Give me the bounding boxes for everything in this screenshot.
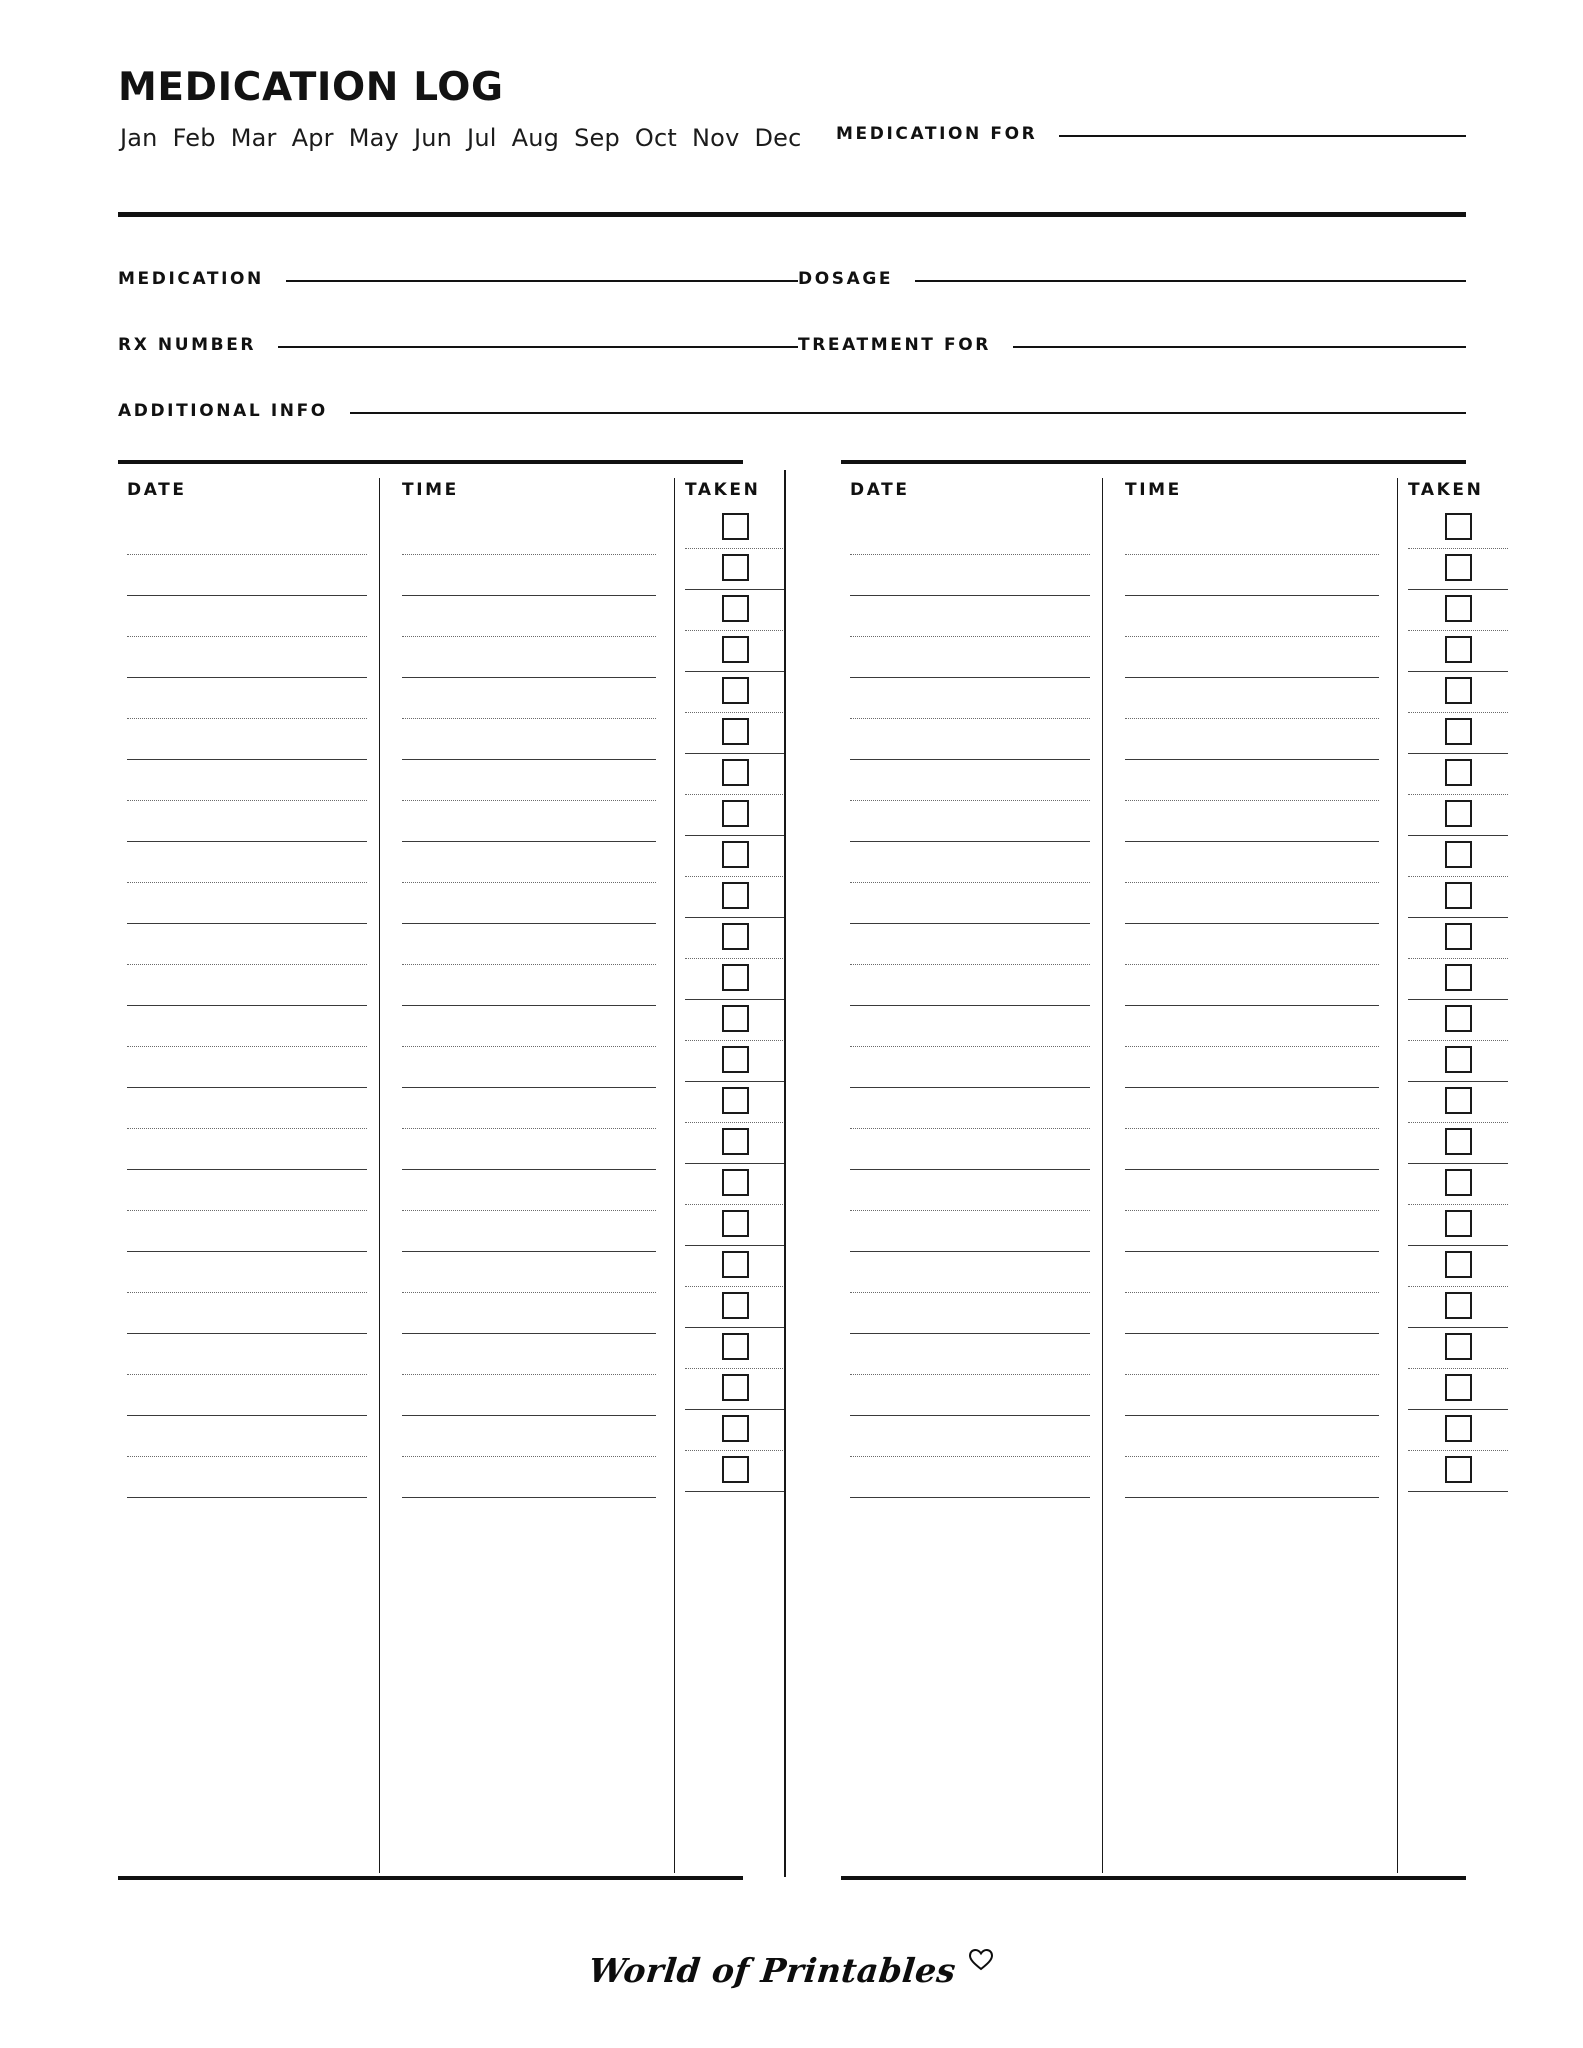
heart-icon — [968, 1948, 994, 1977]
table-row[interactable] — [118, 924, 376, 965]
table-row[interactable] — [841, 1252, 1099, 1293]
column-taken — [1405, 460, 1511, 1880]
taken-checkbox[interactable] — [1445, 759, 1472, 786]
medication-write-line[interactable] — [286, 280, 798, 282]
log-table-right — [841, 460, 1484, 1880]
taken-row[interactable] — [1405, 672, 1511, 713]
taken-checkbox[interactable] — [722, 718, 749, 745]
taken-row[interactable] — [682, 1205, 788, 1246]
month-feb[interactable]: Feb — [172, 124, 216, 152]
table-row[interactable] — [393, 1416, 665, 1457]
taken-row[interactable] — [682, 1410, 788, 1451]
table-row[interactable] — [1116, 760, 1388, 801]
table-row[interactable] — [841, 678, 1099, 719]
taken-checkbox-list[interactable] — [1405, 508, 1511, 1492]
taken-checkbox[interactable] — [722, 1374, 749, 1401]
table-row[interactable] — [1116, 514, 1388, 555]
taken-checkbox[interactable] — [722, 1333, 749, 1360]
table-row[interactable] — [118, 965, 376, 1006]
table-row[interactable] — [841, 1129, 1099, 1170]
taken-checkbox[interactable] — [1445, 1128, 1472, 1155]
rx-number-field[interactable] — [118, 334, 798, 355]
taken-row[interactable] — [1405, 1451, 1511, 1492]
taken-row[interactable] — [1405, 754, 1511, 795]
row-write-line — [850, 1497, 1090, 1498]
row-write-line — [127, 1497, 367, 1498]
table-row[interactable] — [393, 842, 665, 883]
table-row[interactable] — [1116, 1457, 1388, 1498]
taken-row[interactable] — [1405, 1164, 1511, 1205]
taken-row[interactable] — [1405, 508, 1511, 549]
taken-checkbox[interactable] — [1445, 1046, 1472, 1073]
table-row[interactable] — [1116, 1416, 1388, 1457]
table-row[interactable] — [118, 1252, 376, 1293]
column-header-time: TIME — [402, 480, 459, 500]
taken-row[interactable] — [1405, 1205, 1511, 1246]
taken-row[interactable] — [682, 754, 788, 795]
taken-row[interactable] — [682, 1328, 788, 1369]
page-title: MEDICATION LOG — [118, 65, 504, 110]
taken-row[interactable] — [682, 713, 788, 754]
table-row[interactable] — [841, 924, 1099, 965]
taken-checkbox[interactable] — [722, 1128, 749, 1155]
table-row[interactable] — [118, 801, 376, 842]
taken-row[interactable] — [1405, 1000, 1511, 1041]
month-mar[interactable]: Mar — [230, 124, 277, 152]
table-row[interactable] — [1116, 1006, 1388, 1047]
additional-info-field[interactable] — [118, 400, 1466, 421]
taken-checkbox[interactable] — [1445, 1415, 1472, 1442]
table-row[interactable] — [118, 637, 376, 678]
table-row[interactable] — [393, 637, 665, 678]
taken-row[interactable] — [1405, 1328, 1511, 1369]
table-row[interactable] — [393, 1006, 665, 1047]
column-time — [393, 460, 665, 1880]
table-row[interactable] — [1116, 678, 1388, 719]
table-row[interactable] — [841, 1211, 1099, 1252]
month-sep[interactable]: Sep — [574, 124, 620, 152]
table-row[interactable] — [393, 760, 665, 801]
month-nov[interactable]: Nov — [692, 124, 740, 152]
table-row[interactable] — [393, 1293, 665, 1334]
page-footer — [0, 1948, 1583, 1990]
page-header — [118, 65, 1466, 188]
taken-checkbox[interactable] — [722, 964, 749, 991]
table-row[interactable] — [841, 555, 1099, 596]
table-row[interactable] — [1116, 924, 1388, 965]
table-row[interactable] — [841, 965, 1099, 1006]
date-entry-lines[interactable] — [841, 514, 1099, 1498]
taken-row[interactable] — [1405, 1041, 1511, 1082]
medication-for-label: MEDICATION FOR — [836, 124, 1038, 144]
medication-details-form — [118, 258, 1466, 456]
column-header-taken: TAKEN — [1408, 480, 1484, 500]
taken-checkbox[interactable] — [1445, 1456, 1472, 1483]
medication-label: MEDICATION — [118, 268, 264, 289]
taken-checkbox[interactable] — [722, 841, 749, 868]
medication-field[interactable] — [118, 268, 798, 289]
taken-row[interactable] — [682, 1041, 788, 1082]
date-entry-lines[interactable] — [118, 514, 376, 1498]
taken-checkbox[interactable] — [722, 1415, 749, 1442]
additional-info-write-line[interactable] — [350, 412, 1466, 414]
taken-checkbox[interactable] — [1445, 1005, 1472, 1032]
table-row[interactable] — [841, 760, 1099, 801]
taken-row[interactable] — [1405, 1410, 1511, 1451]
taken-row[interactable] — [1405, 1287, 1511, 1328]
taken-row[interactable] — [682, 1451, 788, 1492]
column-date — [118, 460, 376, 1880]
column-separator-time-taken — [1397, 478, 1398, 1873]
table-row[interactable] — [1116, 842, 1388, 883]
column-header-date: DATE — [127, 480, 187, 500]
taken-row[interactable] — [682, 795, 788, 836]
taken-row[interactable] — [1405, 1246, 1511, 1287]
column-separator-date-time — [1102, 478, 1103, 1873]
taken-row[interactable] — [682, 590, 788, 631]
table-row[interactable] — [841, 1416, 1099, 1457]
table-row[interactable] — [118, 760, 376, 801]
treatment-for-label: TREATMENT FOR — [798, 334, 991, 355]
table-row[interactable] — [118, 1170, 376, 1211]
month-jan[interactable]: Jan — [120, 124, 158, 152]
dosage-write-line[interactable] — [915, 280, 1466, 282]
taken-row[interactable] — [682, 877, 788, 918]
table-row[interactable] — [393, 924, 665, 965]
taken-checkbox[interactable] — [722, 554, 749, 581]
table-row[interactable] — [118, 514, 376, 555]
table-row[interactable] — [841, 1375, 1099, 1416]
taken-checkbox[interactable] — [1445, 718, 1472, 745]
taken-row[interactable] — [1405, 918, 1511, 959]
table-row[interactable] — [118, 1293, 376, 1334]
table-row[interactable] — [393, 678, 665, 719]
table-row[interactable] — [841, 596, 1099, 637]
table-row[interactable] — [841, 842, 1099, 883]
table-row[interactable] — [841, 1006, 1099, 1047]
column-separator-time-taken — [674, 478, 675, 1873]
table-row[interactable] — [1116, 1047, 1388, 1088]
table-row[interactable] — [393, 555, 665, 596]
table-row[interactable] — [393, 514, 665, 555]
log-tables — [118, 460, 1484, 1880]
taken-checkbox[interactable] — [1445, 1251, 1472, 1278]
table-row[interactable] — [393, 1334, 665, 1375]
taken-checkbox[interactable] — [1445, 923, 1472, 950]
taken-checkbox[interactable] — [722, 882, 749, 909]
table-row[interactable] — [393, 1252, 665, 1293]
table-row[interactable] — [118, 1088, 376, 1129]
table-row[interactable] — [841, 1088, 1099, 1129]
taken-row[interactable] — [1405, 1123, 1511, 1164]
table-row[interactable] — [841, 883, 1099, 924]
taken-checkbox[interactable] — [722, 1087, 749, 1114]
column-date — [841, 460, 1099, 1880]
month-dec[interactable]: Dec — [754, 124, 802, 152]
table-row[interactable] — [118, 1211, 376, 1252]
row-write-line — [685, 1491, 785, 1492]
treatment-for-write-line[interactable] — [1013, 346, 1466, 348]
column-taken — [682, 460, 788, 1880]
column-header-time: TIME — [1125, 480, 1182, 500]
table-row[interactable] — [393, 801, 665, 842]
brand-wordmark: World of Printables — [586, 1951, 958, 1990]
table-row[interactable] — [1116, 555, 1388, 596]
form-row-rx-treatment — [118, 324, 1466, 366]
month-jun[interactable]: Jun — [413, 124, 453, 152]
taken-checkbox[interactable] — [722, 800, 749, 827]
taken-row[interactable] — [1405, 590, 1511, 631]
taken-row[interactable] — [682, 1287, 788, 1328]
taken-row[interactable] — [1405, 1082, 1511, 1123]
table-row[interactable] — [118, 1457, 376, 1498]
medication-for-write-line[interactable] — [1059, 135, 1466, 137]
taken-checkbox[interactable] — [722, 1169, 749, 1196]
taken-row[interactable] — [682, 1369, 788, 1410]
time-entry-lines[interactable] — [393, 514, 665, 1498]
table-row[interactable] — [118, 1334, 376, 1375]
taken-checkbox-list[interactable] — [682, 508, 788, 1492]
taken-row[interactable] — [1405, 877, 1511, 918]
taken-checkbox[interactable] — [1445, 964, 1472, 991]
taken-row[interactable] — [682, 1246, 788, 1287]
taken-checkbox[interactable] — [1445, 1374, 1472, 1401]
taken-row[interactable] — [1405, 836, 1511, 877]
taken-checkbox[interactable] — [722, 1005, 749, 1032]
rx-number-write-line[interactable] — [278, 346, 798, 348]
table-row[interactable] — [1116, 801, 1388, 842]
row-write-line — [1125, 1497, 1379, 1498]
table-row[interactable] — [1116, 1211, 1388, 1252]
table-row[interactable] — [118, 555, 376, 596]
taken-checkbox[interactable] — [1445, 1087, 1472, 1114]
table-row[interactable] — [841, 637, 1099, 678]
table-row[interactable] — [1116, 1252, 1388, 1293]
taken-row[interactable] — [1405, 549, 1511, 590]
treatment-for-field[interactable] — [798, 334, 1466, 355]
table-row[interactable] — [841, 1293, 1099, 1334]
taken-row[interactable] — [682, 1164, 788, 1205]
taken-checkbox[interactable] — [1445, 800, 1472, 827]
taken-row[interactable] — [682, 549, 788, 590]
taken-checkbox[interactable] — [722, 1046, 749, 1073]
table-row[interactable] — [393, 883, 665, 924]
table-row[interactable] — [1116, 637, 1388, 678]
taken-checkbox[interactable] — [722, 636, 749, 663]
table-row[interactable] — [393, 1047, 665, 1088]
table-row[interactable] — [1116, 1088, 1388, 1129]
taken-checkbox[interactable] — [1445, 595, 1472, 622]
table-row[interactable] — [393, 1170, 665, 1211]
table-row[interactable] — [1116, 965, 1388, 1006]
time-entry-lines[interactable] — [1116, 514, 1388, 1498]
taken-checkbox[interactable] — [722, 1210, 749, 1237]
taken-row[interactable] — [682, 1082, 788, 1123]
table-row[interactable] — [393, 965, 665, 1006]
table-row[interactable] — [841, 1334, 1099, 1375]
table-row[interactable] — [1116, 1334, 1388, 1375]
medication-for-field[interactable] — [836, 126, 1466, 143]
row-write-line — [1408, 1491, 1508, 1492]
dosage-label: DOSAGE — [798, 268, 894, 289]
table-row[interactable] — [118, 596, 376, 637]
taken-checkbox[interactable] — [1445, 554, 1472, 581]
taken-checkbox[interactable] — [1445, 513, 1472, 540]
taken-row[interactable] — [682, 959, 788, 1000]
table-row[interactable] — [1116, 719, 1388, 760]
header-divider — [118, 212, 1466, 217]
taken-row[interactable] — [682, 836, 788, 877]
taken-row[interactable] — [1405, 713, 1511, 754]
table-row[interactable] — [1116, 1170, 1388, 1211]
month-may[interactable]: May — [348, 124, 399, 152]
table-row[interactable] — [118, 719, 376, 760]
table-row[interactable] — [1116, 1293, 1388, 1334]
table-row[interactable] — [393, 1129, 665, 1170]
month-aug[interactable]: Aug — [511, 124, 560, 152]
taken-checkbox[interactable] — [1445, 841, 1472, 868]
table-row[interactable] — [841, 1047, 1099, 1088]
table-row[interactable] — [118, 842, 376, 883]
table-row[interactable] — [393, 719, 665, 760]
taken-row[interactable] — [682, 918, 788, 959]
taken-checkbox[interactable] — [1445, 636, 1472, 663]
table-row[interactable] — [1116, 883, 1388, 924]
form-row-additional-info — [118, 390, 1466, 432]
column-separator-date-time — [379, 478, 380, 1873]
taken-checkbox[interactable] — [722, 595, 749, 622]
taken-row[interactable] — [1405, 795, 1511, 836]
rx-number-label: RX NUMBER — [118, 334, 257, 355]
taken-row[interactable] — [1405, 1369, 1511, 1410]
table-row[interactable] — [841, 801, 1099, 842]
table-row[interactable] — [393, 1457, 665, 1498]
table-row[interactable] — [393, 1211, 665, 1252]
taken-checkbox[interactable] — [722, 1456, 749, 1483]
table-row[interactable] — [1116, 1129, 1388, 1170]
column-header-taken: TAKEN — [685, 480, 761, 500]
taken-checkbox[interactable] — [722, 677, 749, 704]
table-row[interactable] — [1116, 596, 1388, 637]
table-row[interactable] — [841, 1457, 1099, 1498]
table-row[interactable] — [118, 1416, 376, 1457]
taken-checkbox[interactable] — [1445, 1333, 1472, 1360]
taken-checkbox[interactable] — [1445, 1169, 1472, 1196]
taken-row[interactable] — [682, 672, 788, 713]
taken-row[interactable] — [1405, 959, 1511, 1000]
taken-checkbox[interactable] — [1445, 1292, 1472, 1319]
table-row[interactable] — [393, 1375, 665, 1416]
table-row[interactable] — [841, 719, 1099, 760]
column-time — [1116, 460, 1388, 1880]
table-row[interactable] — [393, 1088, 665, 1129]
log-table-left — [118, 460, 761, 1880]
table-row[interactable] — [1116, 1375, 1388, 1416]
taken-checkbox[interactable] — [722, 923, 749, 950]
table-row[interactable] — [118, 678, 376, 719]
taken-checkbox[interactable] — [722, 1251, 749, 1278]
taken-row[interactable] — [1405, 631, 1511, 672]
table-row[interactable] — [118, 1047, 376, 1088]
taken-checkbox[interactable] — [722, 759, 749, 786]
month-selector[interactable] — [120, 126, 802, 150]
table-row[interactable] — [841, 514, 1099, 555]
table-row[interactable] — [118, 883, 376, 924]
taken-row[interactable] — [682, 1000, 788, 1041]
taken-row[interactable] — [682, 508, 788, 549]
table-row[interactable] — [393, 596, 665, 637]
table-row[interactable] — [118, 1375, 376, 1416]
taken-checkbox[interactable] — [722, 513, 749, 540]
taken-row[interactable] — [682, 631, 788, 672]
table-row[interactable] — [118, 1006, 376, 1047]
dosage-field[interactable] — [798, 268, 1466, 289]
taken-row[interactable] — [682, 1123, 788, 1164]
tables-center-divider — [784, 470, 786, 1877]
additional-info-label: ADDITIONAL INFO — [118, 400, 328, 421]
table-row[interactable] — [841, 1170, 1099, 1211]
month-jul[interactable]: Jul — [467, 124, 497, 152]
taken-checkbox[interactable] — [1445, 677, 1472, 704]
month-oct[interactable]: Oct — [634, 124, 678, 152]
month-apr[interactable]: Apr — [291, 124, 334, 152]
taken-checkbox[interactable] — [1445, 1210, 1472, 1237]
column-header-date: DATE — [850, 480, 910, 500]
form-row-medication-dosage — [118, 258, 1466, 300]
table-row[interactable] — [118, 1129, 376, 1170]
taken-checkbox[interactable] — [722, 1292, 749, 1319]
row-write-line — [402, 1497, 656, 1498]
taken-checkbox[interactable] — [1445, 882, 1472, 909]
